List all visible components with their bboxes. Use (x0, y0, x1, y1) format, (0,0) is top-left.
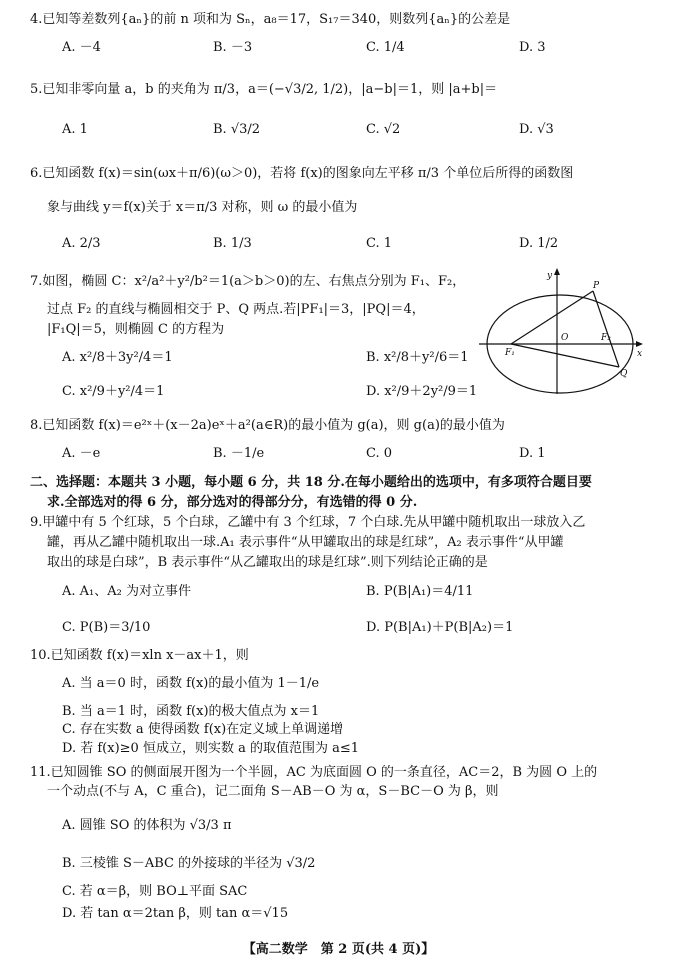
segment-p-q (593, 291, 619, 367)
q6-option-d: D. 1/2 (519, 236, 559, 251)
q8-option-a: A. －e (62, 446, 101, 461)
q4-option-b: B. －3 (213, 40, 253, 55)
q8-option-c: C. 0 (366, 446, 393, 461)
q5-option-c: C. √2 (366, 122, 401, 137)
q11-option-a: A. 圆锥 SO 的体积为 √3/3 π (62, 818, 232, 833)
q9-stem-line2: 罐，再从乙罐中随机取出一球.A₁ 表示事件“从甲罐取出的球是红球”，A₂ 表示事件“从甲罐 (47, 535, 564, 550)
q7-stem-line2: 过点 F₂ 的直线与椭圆相交于 P、Q 两点.若|PF₁|＝3，|PQ|＝4， (47, 302, 425, 317)
q6-stem-line1: 6.已知函数 f(x)＝sin(ωx＋π/6)(ω＞0)，若将 f(x)的图象向左平移 π/3 个单位后所得的函数图 (30, 166, 574, 181)
x-axis-arrow-icon (636, 341, 643, 347)
section2-heading-line2: 求.全部选对的得 6 分，部分选对的得部分分，有选错的得 0 分. (47, 495, 418, 510)
q8-stem: 8.已知函数 f(x)＝e²ˣ＋(x－2a)eˣ＋a²(a∈R)的最小值为 g(a)，则 g(a)的最小值为 (30, 418, 505, 433)
q7-stem-line3: |F₁Q|＝5，则椭圆 C 的方程为 (47, 322, 225, 337)
q11-option-b: B. 三棱锥 S－ABC 的外接球的半径为 √3/2 (62, 856, 316, 871)
q7-stem-line1: 7.如图，椭圆 C：x²/a²＋y²/b²＝1(a＞b＞0)的左、右焦点分别为 F₁、F₂， (30, 274, 466, 289)
q5-option-a: A. 1 (62, 122, 88, 137)
q6-option-a: A. 2/3 (62, 236, 101, 251)
q9-option-a: A. A₁、A₂ 为对立事件 (62, 584, 191, 599)
label-f2: F₂ (601, 333, 611, 343)
q10-option-a: A. 当 a＝0 时，函数 f(x)的最小值为 1－1/e (62, 676, 320, 691)
q6-option-b: B. 1/3 (213, 236, 252, 251)
q10-stem: 10.已知函数 f(x)＝xln x－ax＋1，则 (30, 648, 249, 663)
q9-option-c: C. P(B)＝3/10 (62, 620, 151, 635)
label-q: Q (620, 369, 628, 379)
q7-option-d: D. x²/9＋2y²/9＝1 (366, 384, 478, 399)
segment-f1-p (511, 291, 593, 344)
segment-f1-q (511, 344, 619, 367)
q6-stem-line2: 象与曲线 y＝f(x)关于 x＝π/3 对称，则 ω 的最小值为 (47, 200, 358, 215)
q8-option-d: D. 1 (519, 446, 546, 461)
q8-option-b: B. －1/e (213, 446, 265, 461)
q4-option-c: C. 1/4 (366, 40, 405, 55)
q5-stem: 5.已知非零向量 a，b 的夹角为 π/3，a＝(−√3/2, 1/2)，|a−b|＝1，则 |a+b|＝ (30, 82, 498, 97)
q6-option-c: C. 1 (366, 236, 393, 251)
label-y: y (547, 271, 553, 281)
section2-heading-line1: 二、选择题：本题共 3 小题，每小题 6 分，共 18 分.在每小题给出的选项中，有多项符合题目要 (30, 475, 592, 490)
q5-option-d: D. √3 (519, 122, 554, 137)
q5-option-b: B. √3/2 (213, 122, 261, 137)
q7-option-c: C. x²/9＋y²/4＝1 (62, 384, 165, 399)
q9-option-d: D. P(B|A₁)＋P(B|A₂)＝1 (366, 620, 514, 635)
ellipse-diagram (477, 266, 645, 396)
q11-stem-line2: 一个动点(不与 A，C 重合)，记二面角 S－AB－O 为 α，S－BC－O 为 β，则 (47, 784, 499, 799)
q7-option-b: B. x²/8＋y²/6＝1 (366, 350, 469, 365)
q9-option-b: B. P(B|A₁)＝4/11 (366, 584, 474, 599)
q11-option-d: D. 若 tan α＝2tan β，则 tan α＝√15 (62, 906, 289, 921)
q10-option-d: D. 若 f(x)≥0 恒成立，则实数 a 的取值范围为 a≤1 (62, 741, 360, 756)
q10-option-c: C. 存在实数 a 使得函数 f(x)在定义域上单调递增 (62, 722, 344, 737)
label-p: P (593, 281, 600, 291)
label-x: x (637, 349, 643, 359)
label-o: O (561, 333, 569, 343)
q4-option-d: D. 3 (519, 40, 546, 55)
q4-option-a: A. －4 (62, 40, 101, 55)
q10-option-b: B. 当 a＝1 时，函数 f(x)的极大值点为 x＝1 (62, 704, 320, 719)
q9-stem-line1: 9.甲罐中有 5 个红球，5 个白球，乙罐中有 3 个红球，7 个白球.先从甲罐中随机取出一球放入乙 (30, 515, 586, 530)
y-axis-arrow-icon (554, 268, 560, 275)
q11-option-c: C. 若 α＝β，则 BO⊥平面 SAC (62, 884, 248, 899)
label-f1: F₁ (505, 348, 515, 358)
page-footer: 【高二数学 第 2 页(共 4 页)】 (242, 942, 435, 957)
q4-stem: 4.已知等差数列{aₙ}的前 n 项和为 Sₙ，a₈＝17，S₁₇＝340，则数列{aₙ}的公差是 (30, 12, 511, 27)
q11-stem-line1: 11.已知圆锥 SO 的侧面展开图为一个半圆，AC 为底面圆 O 的一条直径，AC＝2，B 为圆 O 上的 (30, 765, 598, 780)
q7-option-a: A. x²/8＋3y²/4＝1 (62, 350, 173, 365)
q9-stem-line3: 取出的球是白球”，B 表示事件“从乙罐取出的球是红球”.则下列结论正确的是 (47, 555, 488, 570)
